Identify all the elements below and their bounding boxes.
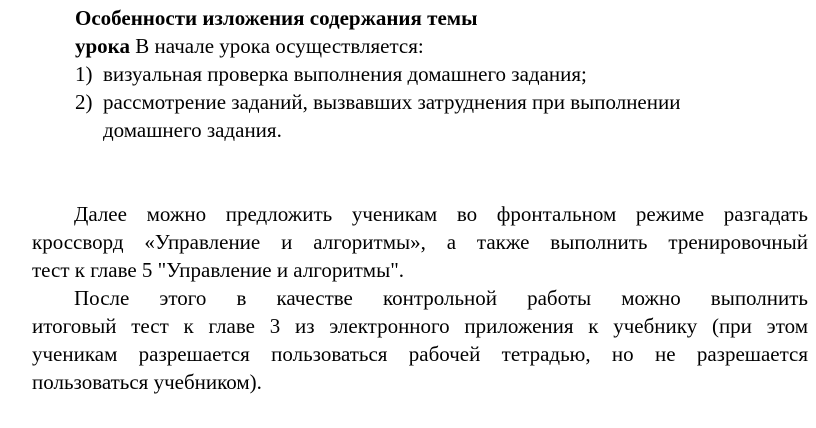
- paragraph-2-line: ученикам разрешается пользоваться рабочей тетрадью, но не разрешается: [32, 342, 808, 366]
- list-item-2-continuation: домашнего задания.: [103, 118, 282, 142]
- paragraph-1-line: тест к главе 5 "Управление и алгоритмы".: [32, 258, 405, 282]
- list-item-1-text: визуальная проверка выполнения домашнего задания;: [103, 62, 587, 86]
- heading-line-1: Особенности изложения содержания темы: [75, 6, 478, 30]
- paragraph-1: [32, 200, 808, 284]
- list-item-2-text: рассмотрение заданий, вызвавших затруднения при выполнении: [103, 90, 681, 114]
- heading-bold-word: урока: [75, 34, 130, 58]
- heading-line-2: [75, 32, 424, 60]
- paragraph-2-line: После этого в качестве контрольной работы можно выполнить: [74, 286, 808, 310]
- heading-intro-text: В начале урока осуществляется:: [129, 34, 424, 58]
- list-item-2-number: 2): [75, 90, 93, 114]
- paragraph-2: [32, 284, 808, 396]
- paragraph-2-line: пользоваться учебником).: [32, 370, 262, 394]
- paragraph-1-line: Далее можно предложить ученикам во фронтальном режиме разгадать: [74, 202, 808, 226]
- list-item-1-number: 1): [75, 62, 93, 86]
- paragraph-1-line: кроссворд «Управление и алгоритмы», а также выполнить тренировочный: [32, 230, 808, 254]
- paragraph-2-line: итоговый тест к главе 3 из электронного приложения к учебнику (при этом: [32, 314, 808, 338]
